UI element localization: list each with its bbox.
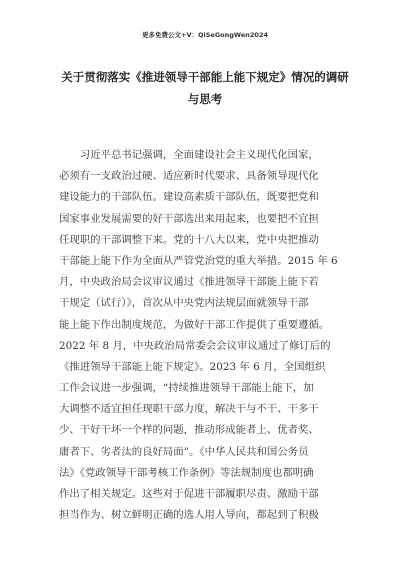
body-paragraph	[59, 145, 359, 526]
body-line: 建设能力的干部队伍。建设高素质干部队伍，既要把党和	[59, 191, 319, 204]
body-line: 干规定（试行）》，首次从中央党内法规层面就领导干部	[59, 297, 309, 310]
document-title	[60, 66, 350, 110]
body-line: 作出了相关规定。这些对于促进干部履职尽责、激励干部	[59, 488, 319, 500]
body-line: 月，中央政治局会议审议通过《推进领导干部能上能下若	[59, 276, 319, 289]
body-line: 庸者下、劣者汰的良好局面”。《中华人民共和国公务员	[59, 445, 309, 458]
body-line: 担当作为、树立鲜明正确的选人用人导向，都起到了积极	[59, 509, 319, 522]
body-line: 能上能下作出制度规范，为做好干部工作提供了重要遵循。	[59, 318, 330, 331]
body-line: 大调整不适宜担任现职干部力度，解决干与不干、干多干	[59, 403, 319, 416]
body-line: 法》《党政领导干部考核工作条例》等法规制度也都明确	[59, 466, 314, 479]
title-line-1: 关于贯彻落实《推进领导干部能上能下规定》情况的调研	[61, 70, 349, 84]
body-line: 《推进领导干部能上能下规定》。2023 年 6 月，全国组织	[59, 360, 326, 373]
title-line-2: 与思考	[187, 92, 223, 106]
body-line: 必须有一支政治过硬、适应新时代要求、具备领导现代化	[59, 170, 319, 183]
body-line: 少、干好干坏一个样的问题，推动形成能者上、优者奖、	[59, 424, 319, 437]
body-line: 习近平总书记强调，全面建设社会主义现代化国家，	[59, 149, 319, 161]
body-line: 国家事业发展需要的好干部选出来用起来，也要把不宜担	[59, 212, 319, 225]
body-line: 2022 年 8 月，中央政治局常委会会议审议通过了修订后的	[59, 339, 331, 352]
header-note: 更多免费公文+V：QiSeGongWen2024	[142, 31, 268, 39]
body-line: 干部能上能下作为全面从严管党治党的重大举措。2015 年 6	[59, 254, 338, 267]
body-line: 工作会议进一步强调，“持续推进领导干部能上能下，加	[59, 382, 314, 395]
body-line: 任现职的干部调整下来。党的十八大以来，党中央把推动	[59, 233, 319, 246]
